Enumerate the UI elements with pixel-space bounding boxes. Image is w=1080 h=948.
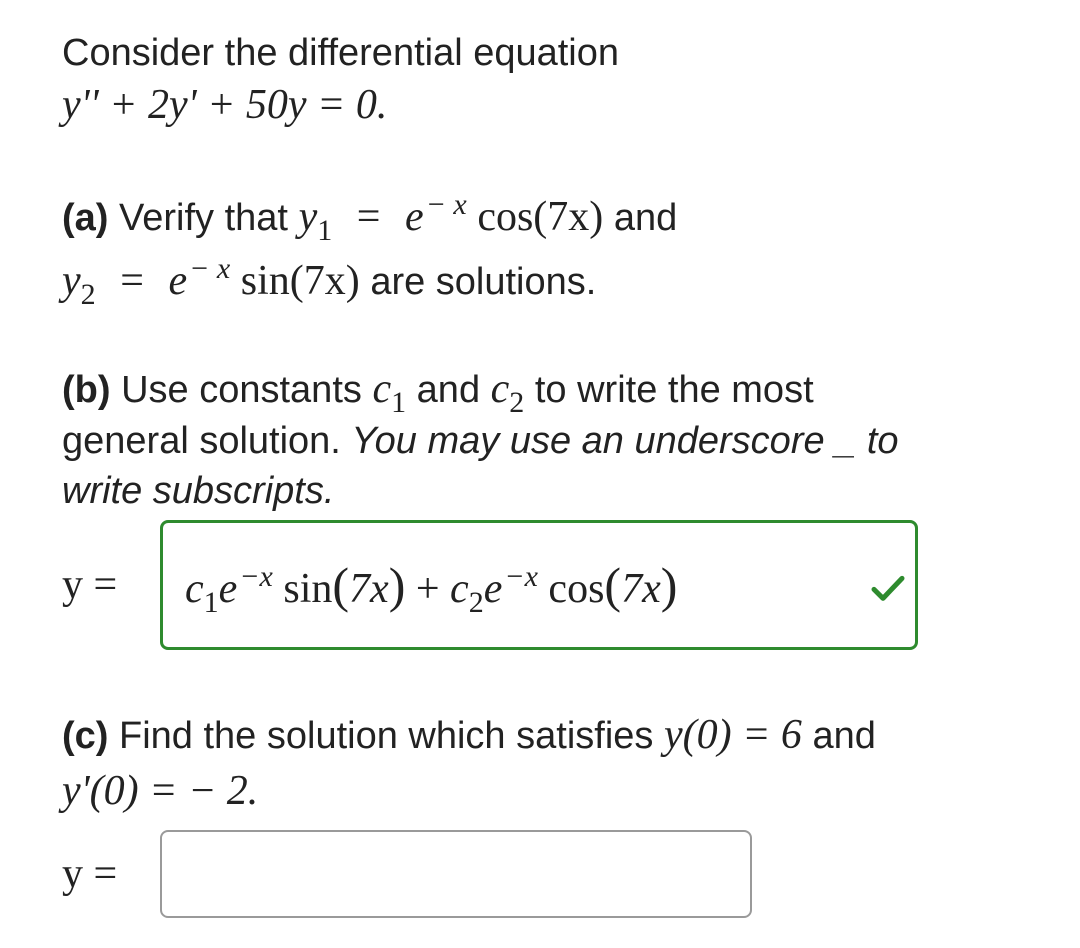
answer-arg1: 7x [349, 566, 389, 612]
answer-c2-sub: 2 [468, 586, 484, 619]
y2-symbol: y [62, 258, 81, 304]
part-b-hint-1: You may use an underscore _ to [351, 420, 899, 462]
part-b-answer-row [62, 520, 922, 650]
close-paren: ) [660, 557, 678, 613]
equals-sign: = [356, 194, 381, 240]
answer-cos: cos [548, 566, 605, 612]
checkmark-icon [871, 574, 905, 602]
y2-definition [62, 252, 360, 311]
differential-equation: y'' + 2y' + 50y = 0. [62, 82, 388, 128]
part-a-line-2 [62, 252, 597, 311]
sin-term: sin(7x) [240, 258, 360, 304]
c2-subscript: 2 [509, 386, 525, 419]
exp-base: e [168, 258, 188, 304]
intro-sentence: Consider the differential equation [62, 32, 620, 74]
y2-subscript: 2 [80, 278, 96, 311]
open-paren: ( [332, 557, 350, 613]
part-b-text-1: Use constants [121, 369, 362, 411]
c2-symbol: c [490, 366, 510, 412]
part-a-label: (a) [62, 197, 109, 239]
part-b-text-2: to write the most [534, 369, 814, 411]
and-word: and [416, 369, 481, 411]
part-b-line-2 [62, 416, 899, 466]
part-c-answer-label: y = [62, 851, 118, 897]
answer-c1-sub: 1 [203, 586, 219, 619]
part-a-text-after: are solutions. [370, 261, 597, 303]
answer-plus: + [415, 566, 440, 612]
exp-base: e [405, 194, 424, 240]
part-c-line-1 [62, 710, 876, 761]
c1-subscript: 1 [391, 386, 407, 419]
part-b-hint-2: write subscripts. [62, 470, 335, 512]
cos-term: cos(7x) [477, 194, 604, 240]
intro-equation [62, 80, 387, 131]
answer-arg2: 7x [621, 566, 661, 612]
answer-e1: e [218, 566, 238, 612]
and-word: and [613, 197, 678, 239]
part-b-text-3: general solution. [62, 420, 341, 462]
initial-condition-1: y(0) = 6 [663, 712, 802, 758]
y1-definition [298, 188, 604, 247]
initial-condition-2: y'(0) = − 2. [62, 768, 259, 814]
part-b-answer-label: y = [62, 562, 118, 608]
part-c-text-1: Find the solution which satisfies [119, 715, 654, 757]
part-c-answer-field[interactable] [160, 830, 752, 918]
y1-symbol: y [298, 194, 318, 240]
answer-e2-exp: −x [504, 560, 538, 593]
answer-c2: c [450, 566, 469, 612]
part-b-line-3 [62, 466, 334, 516]
part-b-answer-field[interactable] [160, 520, 918, 650]
open-paren: ( [604, 557, 622, 613]
intro-text [62, 28, 619, 78]
exp-exponent: − x [425, 188, 467, 221]
answer-sin: sin [283, 566, 333, 612]
answer-e2: e [483, 566, 503, 612]
part-b-answer-expression [185, 556, 678, 619]
part-a-text-before: Verify that [119, 197, 288, 239]
and-word: and [812, 715, 876, 757]
answer-c1: c [185, 566, 204, 612]
y1-subscript: 1 [317, 214, 333, 247]
equals-sign: = [120, 258, 144, 304]
c1-symbol: c [372, 366, 392, 412]
part-b-line-1 [62, 364, 814, 418]
close-paren: ) [388, 557, 406, 613]
part-c-answer-row [62, 828, 762, 920]
part-a-line-1 [62, 188, 678, 247]
part-c-line-2 [62, 766, 258, 817]
part-b-label: (b) [62, 369, 111, 411]
answer-e1-exp: −x [239, 560, 273, 593]
part-c-label: (c) [62, 715, 109, 757]
exp-exponent: − x [189, 252, 231, 285]
